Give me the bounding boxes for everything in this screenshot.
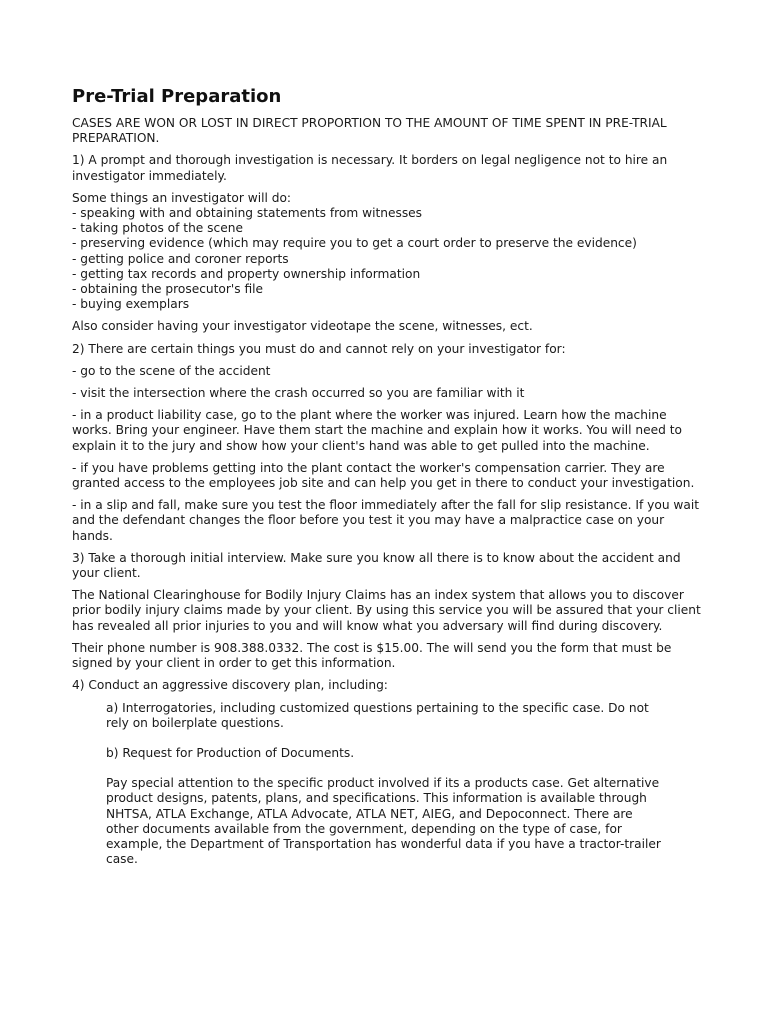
paragraph-2e: - in a slip and fall, make sure you test the floor immediately after the fall for slip resistance. If you wait and the defendant changes the floor before you test it you may have a malpractice case on your hands. <box>72 498 700 543</box>
list-intro: Some things an investigator will do: <box>72 190 292 205</box>
list-item: - getting police and coroner reports <box>72 251 289 266</box>
paragraph-phone: Their phone number is 908.388.0332. The cost is $15.00. The will send you the form that must be signed by your client in order to get this information. <box>72 640 672 671</box>
list-item: - preserving evidence (which may require you to get a court order to preserve the evidence) <box>72 236 637 251</box>
page-title: Pre-Trial Preparation <box>72 86 282 107</box>
paragraph-2c: - in a product liability case, go to the plant where the worker was injured. Learn how the machine works. Bring your engineer. Have them start the machine and explain how it works. You will need to explain it to the jury and show how your client's hand was able to get pulled into the machine. <box>72 408 682 453</box>
list-item: - buying exemplars <box>72 297 190 312</box>
paragraph-caps-intro: CASES ARE WON OR LOST IN DIRECT PROPORTION TO THE AMOUNT OF TIME SPENT IN PRE-TRIAL PREPARATION. <box>72 116 667 146</box>
list-item: - obtaining the prosecutor's file <box>72 282 264 297</box>
paragraph-clearinghouse: The National Clearinghouse for Bodily Injury Claims has an index system that allows you to discover prior bodily injury claims made by your client. By using this service you will be assured that your client has revealed all prior injuries to you and will know what you adversary will find during discovery. <box>72 588 701 633</box>
paragraph-4a: a) Interrogatories, including customized questions pertaining to the specific case. Do not rely on boilerplate questions. <box>106 700 649 730</box>
paragraph-2a: - go to the scene of the accident <box>72 363 271 378</box>
paragraph-4-discovery: 4) Conduct an aggressive discovery plan, including: <box>72 678 388 693</box>
list-item: - speaking with and obtaining statements from witnesses <box>72 206 423 221</box>
list-item: - getting tax records and property ownership information <box>72 266 421 281</box>
discovery-subsection <box>106 701 664 868</box>
paragraph-2b: - visit the intersection where the crash occurred so you are familiar with it <box>72 386 525 401</box>
paragraph-4c: Pay special attention to the specific product involved if its a products case. Get alternative product designs, patents, plans, and specifications. This information is available through NHTSA, ATLA Exchange, ATLA Advocate, ATLA NET, AIEG, and Depoconnect. There are other documents available from the government, depending on the type of case, for example, the Department of Transportation has wonderful data if you have a tractor-trailer case. <box>106 776 661 867</box>
paragraph-2d: - if you have problems getting into the plant contact the worker's compensation carrier. They are granted access to the employees job site and can help you get in there to conduct your investigation. <box>72 460 695 491</box>
investigator-list <box>72 191 704 313</box>
paragraph-1-investigation: 1) A prompt and thorough investigation is necessary. It borders on legal negligence not to hire an investigator immediately. <box>72 153 668 183</box>
paragraph-2-must-do: 2) There are certain things you must do and cannot rely on your investigator for: <box>72 341 566 356</box>
paragraph-3-interview: 3) Take a thorough initial interview. Make sure you know all there is to know about the accident and your client. <box>72 550 681 581</box>
list-item: - taking photos of the scene <box>72 221 243 236</box>
paragraph-4b: b) Request for Production of Documents. <box>106 745 355 760</box>
paragraph-videotape: Also consider having your investigator videotape the scene, witnesses, ect. <box>72 319 533 334</box>
